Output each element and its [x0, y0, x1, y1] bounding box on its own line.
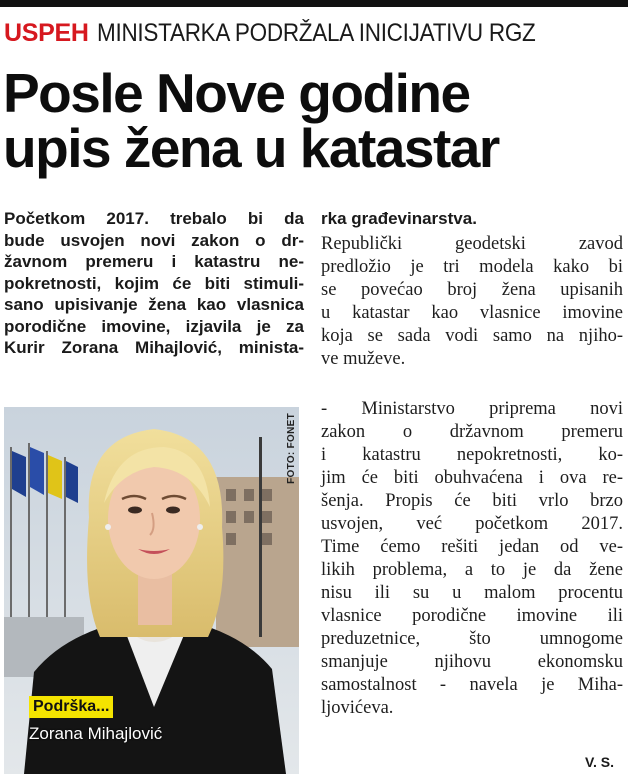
quote-line: - Ministarstvo priprema novi	[321, 399, 623, 419]
quote-line: usvojen, već početkom 2017.	[321, 514, 623, 534]
headline	[3, 62, 628, 179]
lead-continuation	[321, 208, 623, 230]
quote-line: Time ćemo rešiti jedan od ve-	[321, 537, 623, 557]
body-line: Republički geodetski zavod	[321, 234, 623, 254]
quote-line: jim će biti obuhvaćena i ova re-	[321, 468, 623, 488]
quote-line: nisu ili su u malom procentu	[321, 583, 623, 603]
kicker	[4, 18, 584, 48]
body-paragraph-1	[321, 233, 623, 371]
caption-name: Zorana Mihajlović	[29, 724, 163, 743]
quote-line: zakon o državnom premeru	[321, 422, 623, 442]
quote-line: vlasnice porodične imovine ili	[321, 606, 623, 626]
lead-line: Početkom 2017. trebalo bi da	[4, 209, 304, 228]
byline: V. S.	[584, 754, 614, 770]
body-line: predložio je tri modela kako bi	[321, 257, 623, 277]
portrait-photo	[4, 407, 299, 774]
body-line: koja se sada vodi samo na njiho-	[321, 326, 623, 346]
body-line: se povećao broj žena upisanih	[321, 280, 623, 300]
headline-line: Posle Nove godine	[3, 62, 470, 124]
quote-line: ljovićeva.	[321, 698, 394, 718]
quote-line: likih problema, a to je da žene	[321, 560, 623, 580]
body-line: u katastar kao vlasnice imovine	[321, 303, 623, 323]
lead-line: porodične imovine, izjavila je za	[4, 316, 304, 336]
quote-paragraph	[321, 398, 623, 720]
kicker-text: MINISTARKA PODRŽALA INICIJATIVU RGZ	[96, 19, 536, 47]
top-rule	[0, 0, 628, 7]
lead-paragraph	[4, 208, 304, 359]
lead-line: žavnom premeru i katastru ne-	[4, 252, 304, 271]
photo-credit: FOTO: FONET	[286, 413, 297, 484]
quote-line: samostalnost - navela je Miha-	[321, 675, 623, 695]
lead-line: bude usvojen novi zakon o dr-	[4, 230, 304, 250]
kicker-label: USPEH	[4, 19, 89, 47]
quote-line: preduzetnice, što umnogome	[321, 629, 623, 649]
lead-continuation-line: rka građevinarstva.	[321, 209, 477, 228]
quote-line: šenja. Propis će biti vrlo brzo	[321, 491, 623, 511]
portrait-illustration	[4, 407, 299, 774]
caption-badge: Podrška...	[29, 696, 113, 718]
lead-line: pokretnosti, kojim će biti stimuli-	[4, 273, 304, 293]
lead-line: sano upisivanje žena kao vlasnica	[4, 295, 304, 314]
body-line: ve muževe.	[321, 349, 406, 369]
headline-line: upis žena u katastar	[3, 117, 499, 179]
quote-line: smanjuje njihovu ekonomsku	[321, 652, 623, 672]
quote-line: i katastru nepokretnosti, ko-	[321, 445, 623, 465]
lead-line: Kurir Zorana Mihajlović, minista-	[4, 338, 304, 357]
